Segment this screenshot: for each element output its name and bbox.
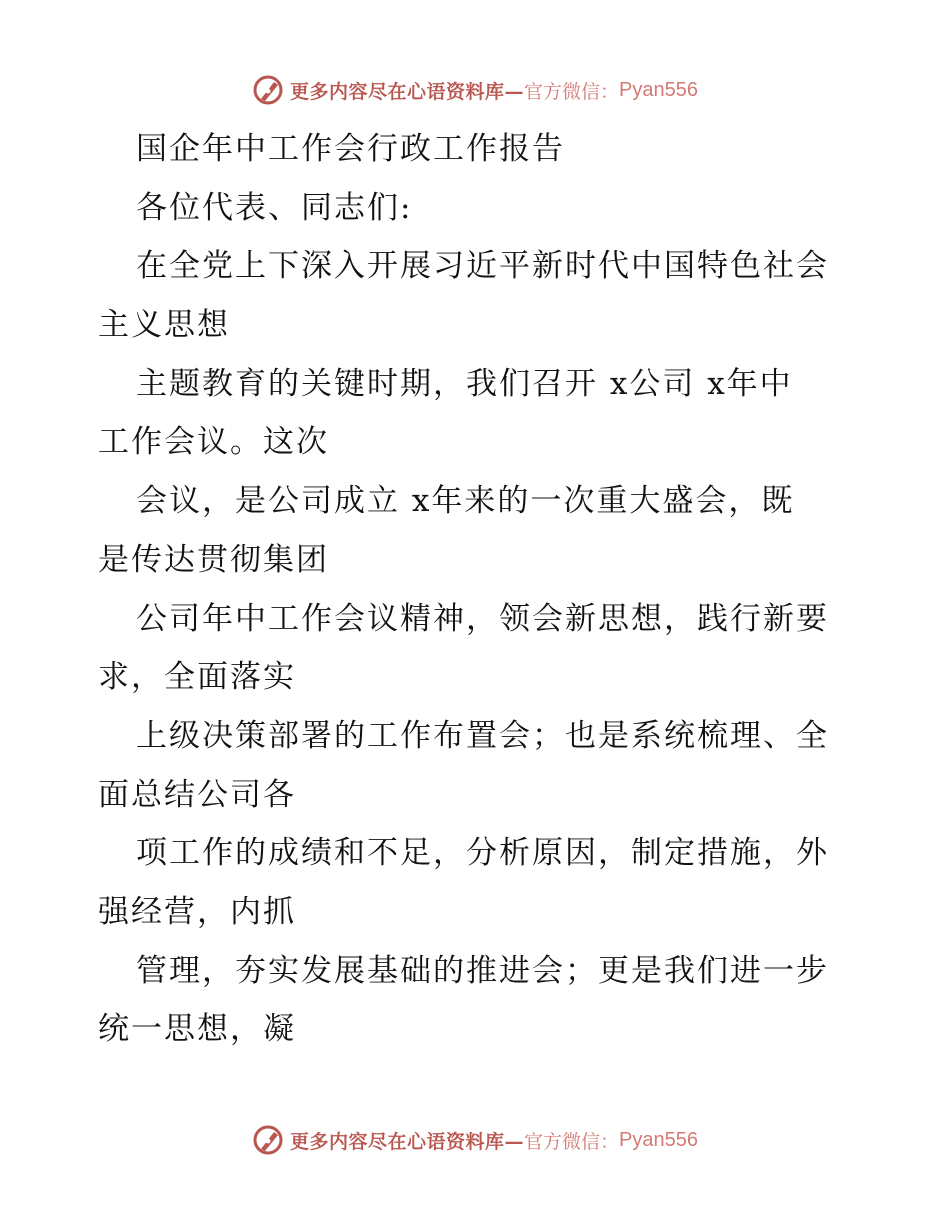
footer-watermark-banner — [0, 1120, 950, 1160]
document-line: 强经营，内抓 — [98, 893, 296, 930]
pen-circle-logo — [252, 1124, 284, 1156]
banner-text: 更多内容尽在心语资料库— — [290, 80, 525, 103]
document-line: 各位代表、同志们: — [136, 189, 413, 226]
document-line: 国企年中工作会行政工作报告 — [136, 131, 565, 167]
document-line: 是传达贯彻集团 — [98, 541, 329, 578]
header-watermark-banner — [0, 70, 950, 110]
document-line: 求，全面落实 — [98, 659, 296, 696]
document-line: 会议，是公司成立 x年来的一次重大盛会，既 — [136, 483, 795, 520]
document-body — [98, 120, 858, 1059]
pen-circle-logo — [252, 74, 284, 106]
document-line: 统一思想，凝 — [98, 1011, 296, 1048]
banner-wechat-label: 官方微信： — [524, 80, 620, 103]
banner-text: 更多内容尽在心语资料库— — [290, 1130, 525, 1153]
banner-wechat-id: Pyan556 — [619, 1128, 698, 1151]
document-line: 项工作的成绩和不足，分析原因，制定措施，外 — [136, 835, 829, 872]
document-line: 主义思想 — [98, 307, 230, 344]
document-line: 面总结公司各 — [98, 776, 296, 813]
document-line: 上级决策部署的工作布置会；也是系统梳理、全 — [136, 717, 829, 754]
document-line: 公司年中工作会议精神，领会新思想，践行新要 — [136, 600, 829, 637]
document-line: 主题教育的关键时期，我们召开 x公司 x年中 — [136, 365, 793, 402]
banner-wechat-id: Pyan556 — [619, 78, 698, 101]
document-line: 工作会议。这次 — [98, 424, 329, 461]
banner-wechat-label: 官方微信： — [524, 1130, 620, 1153]
document-line: 在全党上下深入开展习近平新时代中国特色社会 — [136, 248, 829, 285]
document-line: 管理，夯实发展基础的推进会；更是我们进一步 — [136, 952, 829, 989]
